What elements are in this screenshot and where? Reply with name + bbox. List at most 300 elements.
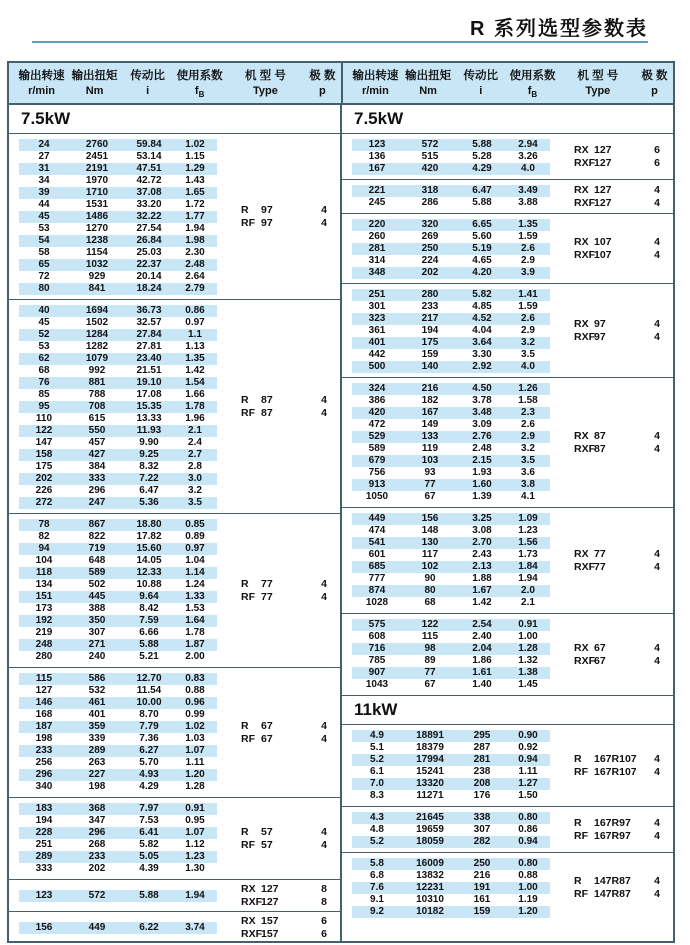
table-row bbox=[19, 139, 217, 151]
cell-value: 31 bbox=[38, 163, 50, 174]
cell-value: 0.94 bbox=[518, 754, 538, 765]
cell-value: 6.47 bbox=[472, 185, 492, 196]
cell-value: 2451 bbox=[85, 151, 109, 162]
cell-value: 62 bbox=[38, 353, 50, 364]
cell-value: 1.29 bbox=[185, 163, 205, 174]
type-model: 57 bbox=[261, 838, 273, 851]
cell-value: 2.15 bbox=[472, 455, 492, 466]
type-block bbox=[241, 915, 327, 941]
cell-value: 5.70 bbox=[139, 757, 159, 768]
type-block bbox=[241, 883, 327, 909]
cell-value: 280 bbox=[35, 651, 53, 662]
cell-value: 442 bbox=[368, 349, 386, 360]
cell-value: 268 bbox=[88, 839, 106, 850]
type-model: 127 bbox=[261, 895, 279, 908]
cell-value: 15241 bbox=[416, 766, 444, 777]
type-prefix: RF bbox=[241, 838, 255, 851]
type-block bbox=[574, 753, 660, 779]
table-row bbox=[19, 283, 217, 295]
cell-value: 0.92 bbox=[518, 742, 538, 753]
table-row bbox=[352, 730, 550, 742]
type-block bbox=[574, 548, 660, 574]
cell-value: 2.00 bbox=[185, 651, 205, 662]
table-row bbox=[352, 643, 550, 655]
cell-value: 7.53 bbox=[139, 815, 159, 826]
cell-value: 5.2 bbox=[370, 754, 384, 765]
poles-value: 4 bbox=[654, 560, 660, 573]
column-header-cn: 使用系数 bbox=[176, 70, 223, 82]
cell-value: 104 bbox=[35, 555, 53, 566]
parameter-group bbox=[9, 133, 340, 299]
poles-value: 6 bbox=[654, 143, 660, 156]
cell-value: 1270 bbox=[85, 223, 109, 234]
cell-value: 0.88 bbox=[185, 685, 205, 696]
cell-value: 117 bbox=[421, 549, 439, 560]
cell-value: 2.0 bbox=[521, 585, 535, 596]
cell-value: 233 bbox=[35, 745, 53, 756]
cell-value: 192 bbox=[35, 615, 53, 626]
cell-value: 1.77 bbox=[185, 211, 205, 222]
type-model: 87 bbox=[594, 429, 606, 442]
table-row bbox=[352, 383, 550, 395]
table-row bbox=[19, 317, 217, 329]
type-prefix: R bbox=[241, 825, 249, 838]
type-prefix: RX bbox=[574, 183, 589, 196]
cell-value: 173 bbox=[35, 603, 53, 614]
cell-value: 245 bbox=[368, 197, 386, 208]
table-row bbox=[19, 890, 217, 902]
cell-value: 4.93 bbox=[139, 769, 159, 780]
cell-value: 219 bbox=[35, 627, 53, 638]
cell-value: 1.1 bbox=[188, 329, 202, 340]
table-body bbox=[9, 105, 673, 943]
cell-value: 269 bbox=[421, 231, 439, 242]
cell-value: 156 bbox=[35, 922, 53, 933]
type-prefix: RX bbox=[574, 429, 589, 442]
type-model: 77 bbox=[261, 590, 273, 603]
cell-value: 76 bbox=[38, 377, 50, 388]
cell-value: 123 bbox=[35, 890, 53, 901]
cell-value: 85 bbox=[38, 389, 50, 400]
cell-value: 708 bbox=[88, 401, 106, 412]
cell-value: 3.25 bbox=[472, 513, 492, 524]
type-line bbox=[574, 144, 660, 157]
cell-value: 1486 bbox=[85, 211, 109, 222]
cell-value: 1.94 bbox=[185, 223, 205, 234]
cell-value: 296 bbox=[88, 485, 106, 496]
cell-value: 4.85 bbox=[472, 301, 492, 312]
table-row bbox=[352, 219, 550, 231]
cell-value: 1.02 bbox=[185, 139, 205, 150]
cell-value: 992 bbox=[88, 365, 106, 376]
poles-value: 4 bbox=[321, 577, 327, 590]
cell-value: 93 bbox=[424, 467, 436, 478]
cell-value: 95 bbox=[38, 401, 50, 412]
cell-value: 103 bbox=[421, 455, 439, 466]
cell-value: 133 bbox=[421, 431, 439, 442]
table-row bbox=[19, 377, 217, 389]
table-row bbox=[19, 839, 217, 851]
column-header-cn: 输出扭矩 bbox=[405, 70, 452, 82]
cell-value: 572 bbox=[421, 139, 439, 150]
cell-value: 1.56 bbox=[518, 537, 538, 548]
cell-value: 282 bbox=[473, 836, 491, 847]
column-header bbox=[351, 68, 400, 103]
cell-value: 26.84 bbox=[136, 235, 162, 246]
table-row bbox=[19, 519, 217, 531]
cell-value: 929 bbox=[88, 271, 106, 282]
poles-value: 4 bbox=[654, 752, 660, 765]
parameter-group bbox=[342, 806, 673, 852]
cell-value: 1.67 bbox=[472, 585, 492, 596]
cell-value: 115 bbox=[421, 631, 439, 642]
cell-value: 0.97 bbox=[185, 317, 205, 328]
cell-value: 151 bbox=[35, 591, 53, 602]
table-row bbox=[352, 255, 550, 267]
cell-value: 0.94 bbox=[518, 836, 538, 847]
cell-value: 1.27 bbox=[518, 778, 538, 789]
cell-value: 401 bbox=[88, 709, 106, 720]
cell-value: 8.32 bbox=[139, 461, 159, 472]
column-header-unit: $f_B$ bbox=[527, 85, 538, 100]
cell-value: 0.83 bbox=[185, 673, 205, 684]
type-model: 127 bbox=[594, 156, 612, 169]
cell-value: 0.91 bbox=[518, 619, 538, 630]
cell-value: 1.04 bbox=[185, 555, 205, 566]
cell-value: 27.84 bbox=[136, 329, 162, 340]
cell-value: 21645 bbox=[416, 812, 444, 823]
table-row bbox=[352, 561, 550, 573]
cell-value: 4.0 bbox=[521, 361, 535, 372]
cell-value: 3.88 bbox=[518, 197, 538, 208]
type-prefix: RXF bbox=[574, 156, 595, 169]
table-row bbox=[352, 419, 550, 431]
cell-value: 202 bbox=[88, 863, 106, 874]
cell-value: 1.28 bbox=[185, 781, 205, 792]
cell-value: 301 bbox=[368, 301, 386, 312]
type-line bbox=[241, 407, 327, 420]
table-row bbox=[19, 815, 217, 827]
cell-value: 18379 bbox=[416, 742, 444, 753]
type-model: 167R97 bbox=[594, 829, 631, 842]
cell-value: 339 bbox=[88, 733, 106, 744]
type-line bbox=[241, 733, 327, 746]
type-block bbox=[574, 817, 660, 843]
cell-value: 6.8 bbox=[370, 870, 384, 881]
cell-value: 1.07 bbox=[185, 745, 205, 756]
poles-value: 4 bbox=[654, 765, 660, 778]
type-block bbox=[574, 184, 660, 210]
table-row bbox=[19, 151, 217, 163]
type-model: 167R107 bbox=[594, 752, 637, 765]
cell-value: 39 bbox=[38, 187, 50, 198]
cell-value: 11.54 bbox=[136, 685, 162, 696]
column-header-cn: 机 型 号 bbox=[577, 70, 619, 82]
table-row bbox=[19, 413, 217, 425]
cell-value: 9.64 bbox=[139, 591, 159, 602]
cell-value: 1.73 bbox=[518, 549, 538, 560]
table-header-right bbox=[341, 63, 673, 103]
type-line bbox=[574, 249, 660, 262]
cell-value: 10310 bbox=[416, 894, 444, 905]
table-row bbox=[19, 651, 217, 663]
cell-value: 0.86 bbox=[185, 305, 205, 316]
table-row bbox=[19, 733, 217, 745]
cell-value: 220 bbox=[368, 219, 386, 230]
table-row bbox=[352, 361, 550, 373]
cell-value: 296 bbox=[35, 769, 53, 780]
cell-value: 500 bbox=[368, 361, 386, 372]
column-header-cn: 机 型 号 bbox=[244, 70, 286, 82]
cell-value: 384 bbox=[88, 461, 106, 472]
cell-value: 449 bbox=[88, 922, 106, 933]
type-line bbox=[574, 443, 660, 456]
cell-value: 347 bbox=[88, 815, 106, 826]
cell-value: 1.38 bbox=[518, 667, 538, 678]
table-row bbox=[19, 401, 217, 413]
cell-value: 333 bbox=[35, 863, 53, 874]
cell-value: 1.50 bbox=[518, 790, 538, 801]
cell-value: 333 bbox=[88, 473, 106, 484]
type-model: 167R97 bbox=[594, 816, 631, 829]
cell-value: 3.0 bbox=[188, 473, 202, 484]
column-header-unit: Type bbox=[252, 85, 278, 97]
cell-value: 54 bbox=[38, 235, 50, 246]
cell-value: 289 bbox=[35, 851, 53, 862]
cell-value: 3.9 bbox=[521, 267, 535, 278]
cell-value: 9.25 bbox=[139, 449, 159, 460]
type-model: 97 bbox=[261, 216, 273, 229]
cell-value: 12.70 bbox=[136, 673, 162, 684]
cell-value: 4.29 bbox=[139, 781, 159, 792]
type-prefix: RF bbox=[241, 406, 255, 419]
type-line bbox=[574, 197, 660, 210]
cell-value: 224 bbox=[421, 255, 439, 266]
type-prefix: RXF bbox=[574, 654, 595, 667]
cell-value: 58 bbox=[38, 247, 50, 258]
table-row bbox=[352, 513, 550, 525]
column-header bbox=[172, 68, 227, 103]
cell-value: 2.94 bbox=[518, 139, 538, 150]
parameter-group bbox=[9, 299, 340, 513]
type-line bbox=[574, 184, 660, 197]
cell-value: 1.59 bbox=[518, 301, 538, 312]
cell-value: 16009 bbox=[416, 858, 444, 869]
cell-value: 1.11 bbox=[185, 757, 205, 768]
cell-value: 7.6 bbox=[370, 882, 384, 893]
table-row bbox=[352, 151, 550, 163]
poles-value: 4 bbox=[654, 829, 660, 842]
poles-value: 4 bbox=[321, 393, 327, 406]
type-prefix: R bbox=[241, 393, 249, 406]
cell-value: 20.14 bbox=[136, 271, 162, 282]
cell-value: 5.82 bbox=[472, 289, 492, 300]
poles-value: 4 bbox=[654, 547, 660, 560]
table-row bbox=[352, 431, 550, 443]
cell-value: 4.3 bbox=[370, 812, 384, 823]
column-header-cn: 使用系数 bbox=[509, 70, 556, 82]
cell-value: 0.99 bbox=[185, 709, 205, 720]
cell-value: 9.1 bbox=[370, 894, 384, 905]
cell-value: 10.00 bbox=[136, 697, 162, 708]
type-line bbox=[241, 591, 327, 604]
cell-value: 0.80 bbox=[518, 812, 538, 823]
right-column bbox=[340, 105, 673, 943]
cell-value: 80 bbox=[38, 283, 50, 294]
cell-value: 1.40 bbox=[472, 679, 492, 690]
cell-value: 1050 bbox=[365, 491, 389, 502]
type-line bbox=[241, 896, 327, 909]
table-row bbox=[352, 679, 550, 691]
column-header bbox=[636, 68, 673, 103]
type-line bbox=[574, 753, 660, 766]
cell-value: 359 bbox=[88, 721, 106, 732]
table-row bbox=[352, 185, 550, 197]
type-prefix: RXF bbox=[574, 330, 595, 343]
poles-value: 4 bbox=[654, 429, 660, 442]
cell-value: 350 bbox=[88, 615, 106, 626]
cell-value: 2.6 bbox=[521, 243, 535, 254]
type-prefix: RF bbox=[241, 216, 255, 229]
type-prefix: RX bbox=[574, 143, 589, 156]
cell-value: 8.3 bbox=[370, 790, 384, 801]
type-prefix: RXF bbox=[241, 927, 262, 940]
cell-value: 2.76 bbox=[472, 431, 492, 442]
cell-value: 2.64 bbox=[185, 271, 205, 282]
cell-value: 1.88 bbox=[472, 573, 492, 584]
cell-value: 1.98 bbox=[185, 235, 205, 246]
cell-value: 27 bbox=[38, 151, 50, 162]
cell-value: 1.60 bbox=[472, 479, 492, 490]
cell-value: 123 bbox=[368, 139, 386, 150]
cell-value: 0.89 bbox=[185, 531, 205, 542]
cell-value: 2.40 bbox=[472, 631, 492, 642]
table-row bbox=[19, 781, 217, 793]
type-block bbox=[241, 826, 327, 852]
cell-value: 3.08 bbox=[472, 525, 492, 536]
cell-value: 515 bbox=[421, 151, 439, 162]
cell-value: 47.51 bbox=[136, 163, 162, 174]
cell-value: 156 bbox=[421, 513, 439, 524]
cell-value: 1043 bbox=[365, 679, 389, 690]
cell-value: 2760 bbox=[85, 139, 109, 150]
cell-value: 1.66 bbox=[185, 389, 205, 400]
page-title: R 系列选型参数表 bbox=[470, 18, 648, 40]
table-row bbox=[19, 639, 217, 651]
type-prefix: RF bbox=[574, 765, 588, 778]
table-row bbox=[352, 573, 550, 585]
cell-value: 216 bbox=[473, 870, 491, 881]
cell-value: 575 bbox=[368, 619, 386, 630]
cell-value: 1.53 bbox=[185, 603, 205, 614]
poles-value: 4 bbox=[654, 874, 660, 887]
cell-value: 388 bbox=[88, 603, 106, 614]
type-prefix: R bbox=[574, 752, 582, 765]
cell-value: 191 bbox=[473, 882, 491, 893]
table-row bbox=[352, 289, 550, 301]
type-model: 77 bbox=[261, 577, 273, 590]
cell-value: 1154 bbox=[86, 247, 108, 258]
cell-value: 8.70 bbox=[139, 709, 159, 720]
cell-value: 1.43 bbox=[185, 175, 205, 186]
table-row bbox=[352, 525, 550, 537]
cell-value: 1.35 bbox=[185, 353, 205, 364]
cell-value: 226 bbox=[35, 485, 53, 496]
cell-value: 874 bbox=[368, 585, 386, 596]
cell-value: 0.80 bbox=[518, 858, 538, 869]
cell-value: 240 bbox=[88, 651, 106, 662]
column-header-unit: $f_B$ bbox=[194, 85, 205, 100]
cell-value: 68 bbox=[424, 597, 436, 608]
table-row bbox=[352, 655, 550, 667]
cell-value: 601 bbox=[368, 549, 386, 560]
cell-value: 881 bbox=[88, 377, 106, 388]
table-row bbox=[19, 685, 217, 697]
type-prefix: R bbox=[574, 874, 582, 887]
column-header-cn: 极 数 bbox=[309, 70, 336, 82]
cell-value: 5.1 bbox=[370, 742, 384, 753]
cell-value: 90 bbox=[424, 573, 436, 584]
type-model: 127 bbox=[594, 183, 612, 196]
cell-value: 7.22 bbox=[139, 473, 159, 484]
cell-value: 5.82 bbox=[139, 839, 159, 850]
poles-value: 4 bbox=[321, 406, 327, 419]
cell-value: 251 bbox=[35, 839, 53, 850]
cell-value: 44 bbox=[38, 199, 50, 210]
cell-value: 52 bbox=[38, 329, 50, 340]
table-row bbox=[19, 497, 217, 509]
table-row bbox=[19, 543, 217, 555]
table-row bbox=[352, 455, 550, 467]
column-header bbox=[123, 68, 172, 103]
table-row bbox=[352, 325, 550, 337]
cell-value: 260 bbox=[368, 231, 386, 242]
type-model: 87 bbox=[261, 406, 273, 419]
table-row bbox=[19, 721, 217, 733]
cell-value: 1.42 bbox=[185, 365, 205, 376]
cell-value: 19659 bbox=[416, 824, 444, 835]
cell-value: 167 bbox=[421, 407, 439, 418]
table-row bbox=[352, 313, 550, 325]
cell-value: 2.8 bbox=[188, 461, 202, 472]
cell-value: 27.81 bbox=[136, 341, 162, 352]
cell-value: 1.23 bbox=[185, 851, 205, 862]
cell-value: 1.58 bbox=[518, 395, 538, 406]
table-row bbox=[352, 882, 550, 894]
table-row bbox=[19, 175, 217, 187]
table-row bbox=[352, 858, 550, 870]
cell-value: 1.64 bbox=[185, 615, 205, 626]
cell-value: 65 bbox=[38, 259, 50, 270]
cell-value: 13320 bbox=[416, 778, 444, 789]
cell-value: 1.45 bbox=[518, 679, 538, 690]
cell-value: 2.43 bbox=[472, 549, 492, 560]
cell-value: 2.79 bbox=[185, 283, 205, 294]
type-model: 67 bbox=[261, 719, 273, 732]
type-prefix: RX bbox=[574, 317, 589, 330]
table-row bbox=[19, 437, 217, 449]
table-row bbox=[19, 271, 217, 283]
cell-value: 183 bbox=[35, 803, 53, 814]
cell-value: 13.33 bbox=[136, 413, 162, 424]
type-line bbox=[574, 430, 660, 443]
cell-value: 4.65 bbox=[472, 255, 492, 266]
cell-value: 307 bbox=[88, 627, 106, 638]
type-prefix: RXF bbox=[574, 196, 595, 209]
cell-value: 248 bbox=[35, 639, 53, 650]
table-row bbox=[19, 329, 217, 341]
type-block bbox=[241, 204, 327, 230]
